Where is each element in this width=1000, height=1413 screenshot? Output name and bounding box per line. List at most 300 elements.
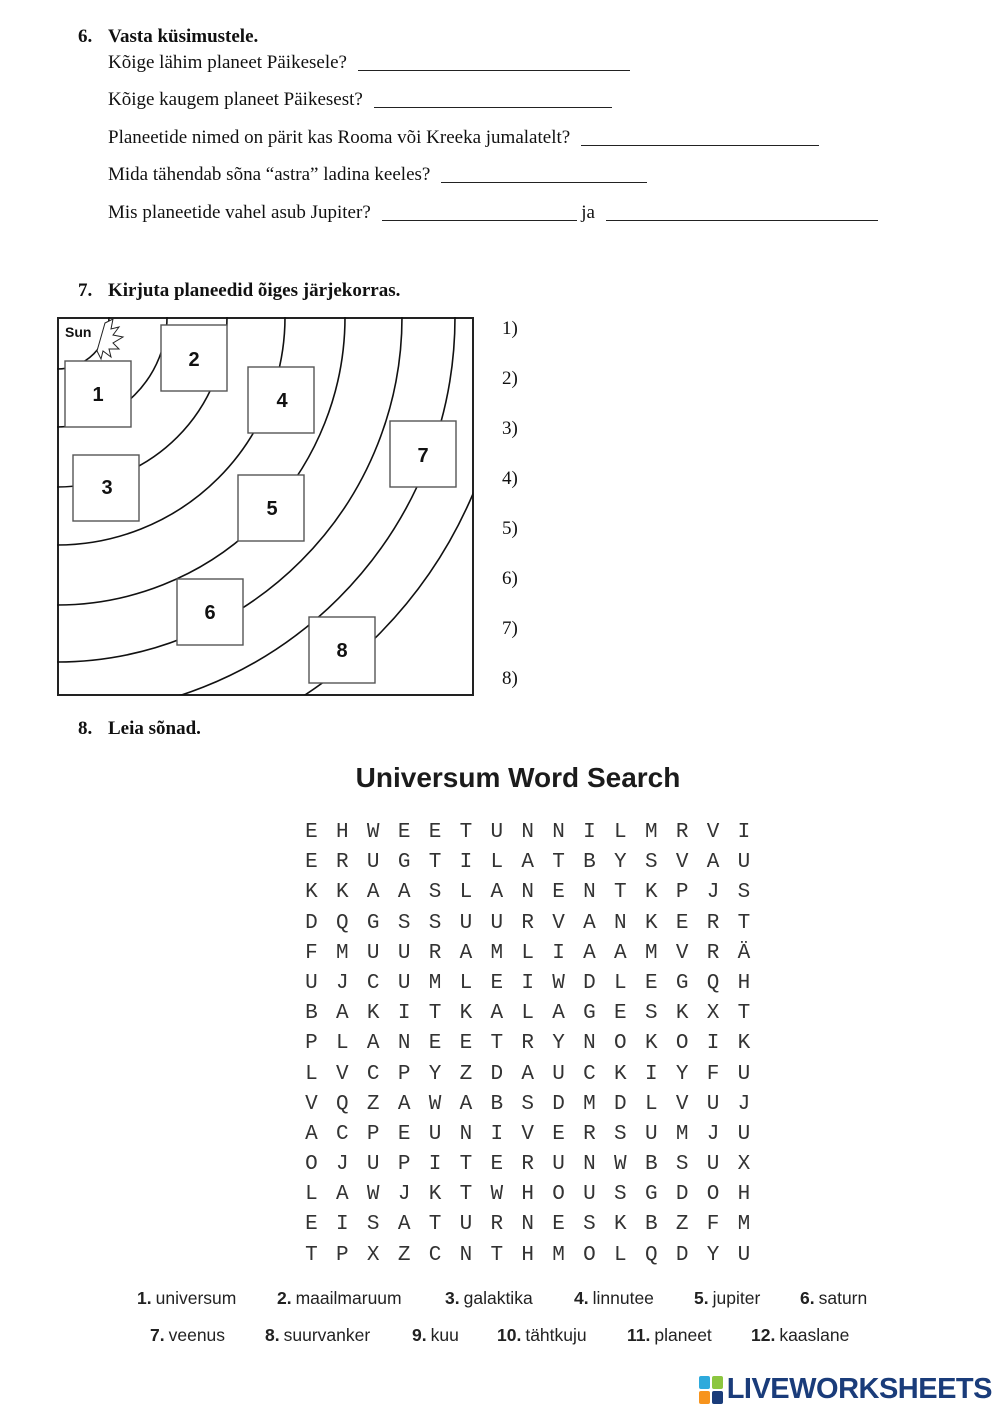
grid-letter[interactable]: P [336, 1243, 349, 1267]
grid-letter[interactable]: B [305, 1002, 318, 1026]
grid-row [296, 939, 759, 969]
grid-row [296, 1180, 759, 1210]
grid-letter[interactable]: R [428, 941, 442, 965]
grid-letter[interactable]: S [614, 1122, 627, 1146]
answer-input-1[interactable] [358, 53, 630, 73]
grid-row [296, 848, 759, 878]
grid-letter[interactable]: F [706, 1213, 720, 1237]
grid-letter[interactable]: P [366, 1122, 380, 1146]
planet-box-label: 3 [101, 477, 113, 499]
grid-letter[interactable]: O [552, 1183, 565, 1207]
q6-title: Vasta küsimustele. [108, 26, 259, 47]
grid-letter[interactable]: I [737, 821, 751, 844]
grid-letter[interactable]: T [305, 1243, 318, 1267]
grid-letter[interactable]: S [521, 1092, 534, 1116]
grid-letter[interactable]: A [397, 1092, 411, 1116]
grid-letter[interactable]: H [737, 1183, 751, 1207]
grid-letter[interactable]: T [428, 851, 442, 875]
grid-letter[interactable]: H [521, 1183, 534, 1207]
word-item: 1. universum [137, 1288, 237, 1308]
grid-letter[interactable]: U [305, 971, 318, 995]
grid-letter[interactable]: E [490, 971, 504, 995]
order-input-1[interactable] [530, 318, 784, 342]
grid-letter[interactable]: P [675, 881, 689, 905]
grid-letter[interactable]: J [706, 881, 720, 905]
grid-letter[interactable]: T [459, 1183, 473, 1207]
grid-row [296, 1210, 759, 1240]
answer-input-4[interactable] [441, 165, 647, 185]
grid-letter[interactable]: U [644, 1122, 658, 1146]
grid-letter[interactable]: L [614, 1243, 627, 1267]
grid-letter[interactable]: N [583, 1032, 596, 1056]
grid-letter[interactable]: U [737, 1122, 751, 1146]
word-item: 5. jupiter [694, 1288, 761, 1308]
grid-letter[interactable]: A [706, 851, 720, 875]
grid-letter[interactable]: A [459, 941, 473, 965]
grid-letter[interactable]: I [583, 821, 596, 844]
grid-letter[interactable]: G [583, 1002, 596, 1026]
grid-letter[interactable]: C [336, 1122, 349, 1146]
grid-row [296, 1150, 759, 1180]
grid-letter[interactable]: K [366, 1002, 380, 1026]
grid-letter[interactable]: I [521, 971, 534, 995]
planet-box-label: 4 [276, 390, 288, 412]
grid-letter[interactable]: B [644, 1153, 658, 1177]
planet-box-label: 2 [188, 349, 200, 371]
grid-letter[interactable]: E [614, 1002, 627, 1026]
grid-letter[interactable]: R [706, 911, 720, 935]
answer-input-2[interactable] [374, 90, 612, 110]
grid-letter[interactable]: U [459, 1213, 473, 1237]
grid-letter[interactable]: D [675, 1183, 689, 1207]
grid-letter[interactable]: C [428, 1243, 442, 1267]
grid-letter[interactable]: J [397, 1183, 411, 1207]
word-item: 9. kuu [412, 1325, 459, 1345]
grid-letter[interactable]: A [583, 911, 596, 935]
logo-mark-icon [699, 1376, 723, 1404]
grid-letter[interactable]: U [490, 821, 504, 844]
grid-letter[interactable]: T [428, 1213, 442, 1237]
grid-letter[interactable]: J [737, 1092, 751, 1116]
grid-letter[interactable]: Q [644, 1243, 658, 1267]
grid-letter[interactable]: O [706, 1183, 720, 1207]
grid-letter[interactable]: B [490, 1092, 504, 1116]
grid-letter[interactable]: U [706, 1153, 720, 1177]
answer-blank[interactable] [374, 89, 612, 108]
answer-input-3[interactable] [581, 128, 819, 148]
question-text: Kõige kaugem planeet Päikesest? [108, 89, 363, 110]
grid-row [296, 1120, 759, 1150]
grid-letter[interactable]: I [428, 1153, 442, 1177]
grid-letter[interactable]: Y [706, 1243, 720, 1267]
grid-letter[interactable]: N [583, 881, 596, 905]
grid-letter[interactable]: T [614, 881, 627, 905]
grid-letter[interactable]: T [737, 1002, 751, 1026]
grid-row [296, 999, 759, 1029]
grid-letter[interactable]: V [706, 821, 720, 844]
grid-letter[interactable]: A [583, 941, 596, 965]
order-label-3: 3) [502, 418, 518, 439]
grid-letter[interactable]: K [644, 1032, 658, 1056]
order-input-2[interactable] [530, 368, 784, 392]
grid-letter[interactable]: A [366, 1032, 380, 1056]
grid-letter[interactable]: K [737, 1032, 751, 1056]
order-input-7[interactable] [530, 618, 784, 642]
wordsearch-grid [296, 818, 759, 1271]
word-item: 10. tähtkuju [497, 1325, 587, 1345]
grid-letter[interactable]: E [305, 1213, 318, 1237]
grid-letter[interactable]: G [675, 971, 689, 995]
grid-letter[interactable]: Q [336, 1092, 349, 1116]
grid-letter[interactable]: U [366, 941, 380, 965]
grid-letter[interactable]: K [305, 881, 318, 905]
grid-letter[interactable]: V [305, 1092, 318, 1116]
grid-letter[interactable]: Y [614, 851, 627, 875]
word-item: 11. planeet [627, 1325, 712, 1345]
grid-letter[interactable]: L [305, 1062, 318, 1086]
logo-text: LIVEWORKSHEETS [726, 1373, 992, 1405]
planet-box-label: 6 [204, 602, 216, 624]
q6-question-5 [108, 202, 878, 224]
grid-letter[interactable]: D [490, 1062, 504, 1086]
grid-letter[interactable]: W [428, 1092, 442, 1116]
grid-row [296, 818, 759, 848]
order-label-2: 2) [502, 368, 518, 389]
grid-letter[interactable]: Z [675, 1213, 689, 1237]
grid-letter[interactable]: U [737, 1243, 751, 1267]
grid-letter[interactable]: E [305, 821, 318, 844]
grid-letter[interactable]: U [583, 1183, 596, 1207]
grid-letter[interactable]: E [644, 971, 658, 995]
grid-letter[interactable]: U [737, 1062, 751, 1086]
grid-letter[interactable]: L [614, 971, 627, 995]
q7-number: 7. [78, 280, 93, 301]
grid-letter[interactable]: U [366, 1153, 380, 1177]
grid-letter[interactable]: R [675, 821, 689, 844]
grid-letter[interactable]: B [583, 851, 596, 875]
grid-letter[interactable]: K [675, 1002, 689, 1026]
grid-letter[interactable]: D [614, 1092, 627, 1116]
grid-letter[interactable]: N [459, 1243, 473, 1267]
grid-letter[interactable]: A [521, 851, 534, 875]
grid-letter[interactable]: C [366, 1062, 380, 1086]
grid-letter[interactable]: A [305, 1122, 318, 1146]
grid-letter[interactable]: I [644, 1062, 658, 1086]
grid-letter[interactable]: U [737, 851, 751, 875]
grid-letter[interactable]: A [397, 1213, 411, 1237]
grid-letter[interactable]: V [675, 851, 689, 875]
grid-letter[interactable]: N [521, 821, 534, 844]
word-item: 8. suurvanker [265, 1325, 371, 1345]
q8-heading [78, 718, 201, 740]
grid-letter[interactable]: E [428, 821, 442, 844]
grid-letter[interactable]: D [583, 971, 596, 995]
grid-letter[interactable]: N [397, 1032, 411, 1056]
grid-letter[interactable]: E [552, 1213, 565, 1237]
grid-letter[interactable]: U [428, 1122, 442, 1146]
grid-letter[interactable]: S [366, 1213, 380, 1237]
grid-letter[interactable]: P [397, 1153, 411, 1177]
grid-letter[interactable]: W [366, 1183, 380, 1207]
grid-letter[interactable]: A [336, 1183, 349, 1207]
grid-letter[interactable]: H [521, 1243, 534, 1267]
sun-label: Sun [65, 324, 92, 340]
grid-letter[interactable]: R [583, 1122, 596, 1146]
grid-letter[interactable]: K [459, 1002, 473, 1026]
grid-letter[interactable]: K [614, 1062, 627, 1086]
grid-row [296, 1241, 759, 1271]
order-label-1: 1) [502, 318, 518, 339]
grid-letter[interactable]: K [336, 881, 349, 905]
q6-question-4 [108, 164, 647, 186]
grid-letter[interactable]: A [336, 1002, 349, 1026]
grid-letter[interactable]: M [428, 971, 442, 995]
grid-letter[interactable]: L [305, 1183, 318, 1207]
grid-letter[interactable]: W [614, 1153, 627, 1177]
grid-letter[interactable]: X [366, 1243, 380, 1267]
grid-letter[interactable]: I [336, 1213, 349, 1237]
grid-letter[interactable]: L [521, 1002, 534, 1026]
answer-blank[interactable] [606, 202, 878, 221]
grid-letter[interactable]: N [614, 911, 627, 935]
grid-letter[interactable]: S [675, 1153, 689, 1177]
grid-letter[interactable]: P [305, 1032, 318, 1056]
grid-letter[interactable]: V [675, 941, 689, 965]
grid-letter[interactable]: M [737, 1213, 751, 1237]
grid-letter[interactable]: P [397, 1062, 411, 1086]
q7-heading [78, 280, 400, 302]
order-input-3[interactable] [530, 418, 784, 442]
grid-letter[interactable]: K [428, 1183, 442, 1207]
grid-letter[interactable]: U [459, 911, 473, 935]
grid-letter[interactable]: U [490, 911, 504, 935]
grid-letter[interactable]: O [675, 1032, 689, 1056]
grid-letter[interactable]: I [552, 941, 565, 965]
grid-letter[interactable]: U [397, 971, 411, 995]
grid-letter[interactable]: I [459, 851, 473, 875]
word-item: 4. linnutee [574, 1288, 654, 1308]
grid-letter[interactable]: K [614, 1213, 627, 1237]
grid-letter[interactable]: E [552, 881, 565, 905]
answer-input-5a[interactable] [382, 203, 577, 223]
grid-row [296, 878, 759, 908]
answer-input-5b[interactable] [606, 203, 878, 223]
grid-letter[interactable]: E [459, 1032, 473, 1056]
grid-letter[interactable]: F [706, 1062, 720, 1086]
answer-blank[interactable] [581, 127, 819, 146]
grid-letter[interactable]: A [490, 1002, 504, 1026]
grid-letter[interactable]: J [706, 1122, 720, 1146]
q6-number: 6. [78, 26, 93, 47]
grid-letter[interactable]: T [490, 1032, 504, 1056]
grid-letter[interactable]: L [490, 851, 504, 875]
grid-letter[interactable]: S [583, 1213, 596, 1237]
grid-letter[interactable]: E [552, 1122, 565, 1146]
word-item: 6. saturn [800, 1288, 868, 1308]
grid-letter[interactable]: L [459, 971, 473, 995]
grid-letter[interactable]: W [366, 821, 380, 844]
order-input-5[interactable] [530, 518, 784, 542]
grid-letter[interactable]: H [737, 971, 751, 995]
grid-letter[interactable]: L [644, 1092, 658, 1116]
grid-letter[interactable]: Z [366, 1092, 380, 1116]
grid-letter[interactable]: Q [706, 971, 720, 995]
q6-question-1 [108, 52, 630, 74]
grid-letter[interactable]: D [305, 911, 318, 935]
grid-letter[interactable]: U [552, 1062, 565, 1086]
grid-letter[interactable]: S [737, 881, 751, 905]
grid-letter[interactable]: I [490, 1122, 504, 1146]
grid-letter[interactable]: A [552, 1002, 565, 1026]
grid-letter[interactable]: U [397, 941, 411, 965]
grid-letter[interactable]: A [397, 881, 411, 905]
grid-letter[interactable]: G [397, 851, 411, 875]
planet-box-label: 7 [417, 445, 429, 467]
grid-letter[interactable]: S [428, 881, 442, 905]
grid-letter[interactable]: E [397, 821, 411, 844]
grid-letter[interactable]: M [675, 1122, 689, 1146]
grid-letter[interactable]: G [644, 1183, 658, 1207]
grid-letter[interactable]: L [614, 821, 627, 844]
grid-letter[interactable]: S [614, 1183, 627, 1207]
grid-letter[interactable]: R [336, 851, 349, 875]
grid-letter[interactable]: K [644, 881, 658, 905]
grid-letter[interactable]: Ä [737, 941, 751, 965]
grid-letter[interactable]: Y [552, 1032, 565, 1056]
grid-letter[interactable]: N [459, 1122, 473, 1146]
answer-blank[interactable] [358, 52, 630, 71]
wordsearch-title: Universum Word Search [355, 762, 681, 793]
grid-letter[interactable]: T [737, 911, 751, 935]
grid-letter[interactable]: U [552, 1153, 565, 1177]
word-item: 12. kaaslane [751, 1325, 850, 1345]
answer-blank[interactable] [382, 202, 577, 221]
grid-letter[interactable]: K [644, 911, 658, 935]
grid-letter[interactable]: D [675, 1243, 689, 1267]
grid-letter[interactable]: N [521, 1213, 534, 1237]
grid-letter[interactable]: A [490, 881, 504, 905]
grid-letter[interactable]: T [459, 821, 473, 844]
grid-letter[interactable]: R [706, 941, 720, 965]
q6-heading [78, 26, 258, 48]
grid-letter[interactable]: S [397, 911, 411, 935]
order-input-6[interactable] [530, 568, 784, 592]
grid-letter[interactable]: J [336, 971, 349, 995]
grid-letter[interactable]: A [459, 1092, 473, 1116]
grid-letter[interactable]: M [490, 941, 504, 965]
grid-letter[interactable]: A [366, 881, 380, 905]
grid-letter[interactable]: T [552, 851, 565, 875]
grid-letter[interactable]: H [336, 821, 349, 844]
grid-letter[interactable]: D [552, 1092, 565, 1116]
grid-letter[interactable]: A [521, 1062, 534, 1086]
grid-letter[interactable]: Z [397, 1243, 411, 1267]
order-input-8[interactable] [530, 668, 784, 692]
grid-letter[interactable]: U [366, 851, 380, 875]
grid-letter[interactable]: R [521, 1032, 534, 1056]
grid-row [296, 1090, 759, 1120]
grid-letter[interactable]: E [305, 851, 318, 875]
grid-letter[interactable]: M [336, 941, 349, 965]
grid-letter[interactable]: O [305, 1153, 318, 1177]
grid-letter[interactable]: I [397, 1002, 411, 1026]
grid-letter[interactable]: W [490, 1183, 504, 1207]
liveworksheets-logo [699, 1373, 992, 1406]
grid-letter[interactable]: N [521, 881, 534, 905]
grid-letter[interactable]: W [552, 971, 565, 995]
grid-letter[interactable]: L [336, 1032, 349, 1056]
grid-letter[interactable]: N [552, 821, 565, 844]
grid-letter[interactable]: E [490, 1153, 504, 1177]
grid-letter[interactable]: O [583, 1243, 596, 1267]
grid-letter[interactable]: G [366, 911, 380, 935]
word-item: 3. galaktika [445, 1288, 533, 1308]
grid-letter[interactable]: R [490, 1213, 504, 1237]
grid-letter[interactable]: R [521, 1153, 534, 1177]
grid-letter[interactable]: T [490, 1243, 504, 1267]
order-input-4[interactable] [530, 468, 784, 492]
grid-letter[interactable]: S [428, 911, 442, 935]
grid-letter[interactable]: E [675, 911, 689, 935]
grid-letter[interactable]: J [336, 1153, 349, 1177]
grid-letter[interactable]: O [614, 1032, 627, 1056]
question-text: Mida tähendab sõna “astra” ladina keeles? [108, 164, 431, 185]
order-label-4: 4) [502, 468, 518, 489]
grid-letter[interactable]: Y [675, 1062, 689, 1086]
grid-letter[interactable]: V [521, 1122, 534, 1146]
grid-row [296, 969, 759, 999]
grid-letter[interactable]: L [521, 941, 534, 965]
grid-letter[interactable]: E [397, 1122, 411, 1146]
grid-letter[interactable]: X [706, 1002, 720, 1026]
grid-letter[interactable]: E [428, 1032, 442, 1056]
word-item: 7. veenus [150, 1325, 226, 1345]
grid-letter[interactable]: T [459, 1153, 473, 1177]
grid-letter[interactable]: M [583, 1092, 596, 1116]
grid-letter[interactable]: Z [459, 1062, 473, 1086]
grid-letter[interactable]: A [614, 941, 627, 965]
grid-letter[interactable]: V [675, 1092, 689, 1116]
order-label-7: 7) [502, 618, 518, 639]
grid-letter[interactable]: Y [428, 1062, 442, 1086]
grid-letter[interactable]: V [336, 1062, 349, 1086]
grid-letter[interactable]: C [366, 971, 380, 995]
grid-letter[interactable]: N [583, 1153, 596, 1177]
planet-box-label: 8 [336, 640, 348, 662]
grid-letter[interactable]: V [552, 911, 565, 935]
q6-question-3 [108, 127, 819, 149]
grid-letter[interactable]: B [644, 1213, 658, 1237]
grid-letter[interactable]: X [737, 1153, 751, 1177]
grid-letter[interactable]: M [644, 941, 658, 965]
grid-letter[interactable]: C [583, 1062, 596, 1086]
grid-letter[interactable]: M [644, 821, 658, 844]
order-label-5: 5) [502, 518, 518, 539]
grid-letter[interactable]: M [552, 1243, 565, 1267]
grid-letter[interactable]: Q [336, 911, 349, 935]
order-label-6: 6) [502, 568, 518, 589]
grid-letter[interactable]: F [305, 941, 318, 965]
grid-letter[interactable]: S [644, 1002, 658, 1026]
grid-letter[interactable]: I [706, 1032, 720, 1056]
answer-blank[interactable] [441, 164, 647, 183]
grid-letter[interactable]: T [428, 1002, 442, 1026]
grid-letter[interactable]: L [459, 881, 473, 905]
grid-letter[interactable]: R [521, 911, 534, 935]
grid-row [296, 1029, 759, 1059]
grid-letter[interactable]: U [706, 1092, 720, 1116]
grid-letter[interactable]: S [644, 851, 658, 875]
